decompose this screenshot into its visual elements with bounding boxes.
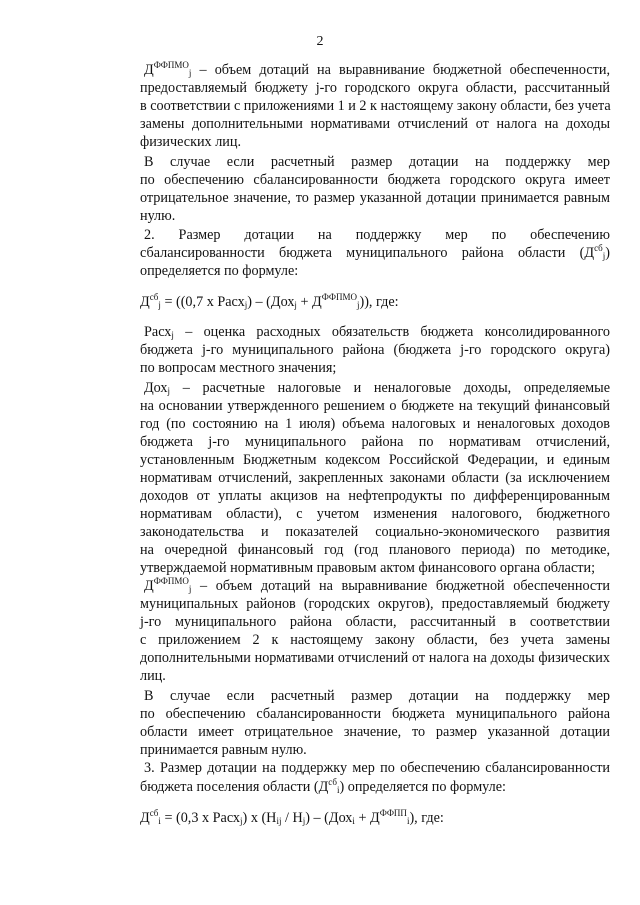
text-line: по обеспечению сбалансированности бюджета муниципального района	[140, 706, 610, 722]
text-line: бюджета j-го муниципального района (бюджета j-го городского округа)	[140, 342, 610, 358]
formula: $Д^{сб}_j = ((0,7$ х Расх$_j$) – $(Дох_j + Д^{ФФПМО}_j)$), где:	[140, 292, 399, 310]
text-line: области имеет отрицательное значение, то размер указанной дотации	[140, 724, 610, 740]
text-line: год (по состоянию на 1 июля) объема налоговых и неналоговых доходов	[140, 416, 610, 432]
text-line: нулю.	[140, 208, 176, 224]
text-line: Расх$_j$ – оценка расходных обязательств бюджета консолидированного	[144, 324, 610, 340]
text-line: $Д^{ФФПМО}_j$ – объем дотаций на выравнивание бюджетной обеспеченности	[144, 576, 610, 594]
text-line: нормативам области), с учетом изменения налогового, бюджетного	[140, 506, 610, 522]
text-line: бюджета j-го муниципального района по нормативам отчислений,	[140, 434, 610, 450]
text-line: на основании утвержденного решением о бюджете на текущий финансовый	[140, 398, 610, 414]
text-line: предоставляемый бюджету j-го городского округа области, рассчитанный	[140, 80, 610, 96]
text-line: В случае если расчетный размер дотации на поддержку мер	[144, 688, 610, 704]
text-line: с приложением 2 к настоящему закону области, без учета замены	[140, 632, 610, 648]
text-line: Дох$_j$ – расчетные налоговые и неналоговые доходы, определяемые	[144, 380, 610, 396]
text-line: бюджета поселения области $(Д^{сб}_i)$ определяется по формуле:	[140, 777, 506, 795]
text-line: $Д^{ФФПМО}_j$ – объем дотаций на выравнивание бюджетной обеспеченности,	[144, 60, 610, 78]
page-number: 2	[316, 34, 324, 49]
formula: $Д^{сб}_i = (0,3$ х Расх$_j$) х $(Н_{ij} / Н_j) - (Дох_i + Д^{ФФПП}_i)$, где:	[140, 808, 444, 826]
text-line: доходов от уплаты акцизов на нефтепродукты по дифференцированным	[140, 488, 610, 504]
text-line: муниципальных районов (городских округов), предоставляемый бюджету	[140, 596, 610, 612]
text-line: сбалансированности бюджета муниципального района области $(Д^{сб}_j)$	[140, 243, 610, 261]
text-line: 3. Размер дотации на поддержку мер по обеспечению сбалансированности	[144, 760, 610, 776]
text-line: замены дополнительными нормативами отчислений от налога на доходы	[140, 116, 610, 132]
text-line: j-го муниципального района области, рассчитанный в соответствии	[140, 614, 610, 630]
text-line: на очередной финансовый год (год планового периода) по методике,	[140, 542, 610, 558]
text-line: утверждаемой нормативным правовым актом финансового органа области;	[140, 560, 596, 576]
text-line: В случае если расчетный размер дотации на поддержку мер	[144, 154, 610, 170]
text-line: физических лиц.	[140, 134, 242, 150]
text-line: определяется по формуле:	[140, 263, 299, 279]
text-line: по вопросам местного значения;	[140, 360, 337, 376]
text-line: нормативам отчислений, закрепленных законами области (за исключением	[140, 470, 610, 486]
text-line: законодательства и показателей социально-экономического развития	[140, 524, 610, 540]
text-line: 2. Размер дотации на поддержку мер по обеспечению	[144, 227, 610, 243]
text-line: дополнительными нормативами отчислений от налога на доходы физических	[140, 650, 610, 666]
text-line: принимается равным нулю.	[140, 742, 307, 758]
text-line: по обеспечению сбалансированности бюджета городского округа имеет	[140, 172, 610, 188]
text-line: в соответствии с приложениями 1 и 2 к настоящему закону области, без учета	[140, 98, 611, 114]
text-line: установленным Бюджетным кодексом Российской Федерации, и единым	[140, 452, 610, 468]
text-line: отрицательное значение, то размер указанной дотации принимается равным	[140, 190, 610, 206]
text-line: лиц.	[140, 668, 166, 684]
